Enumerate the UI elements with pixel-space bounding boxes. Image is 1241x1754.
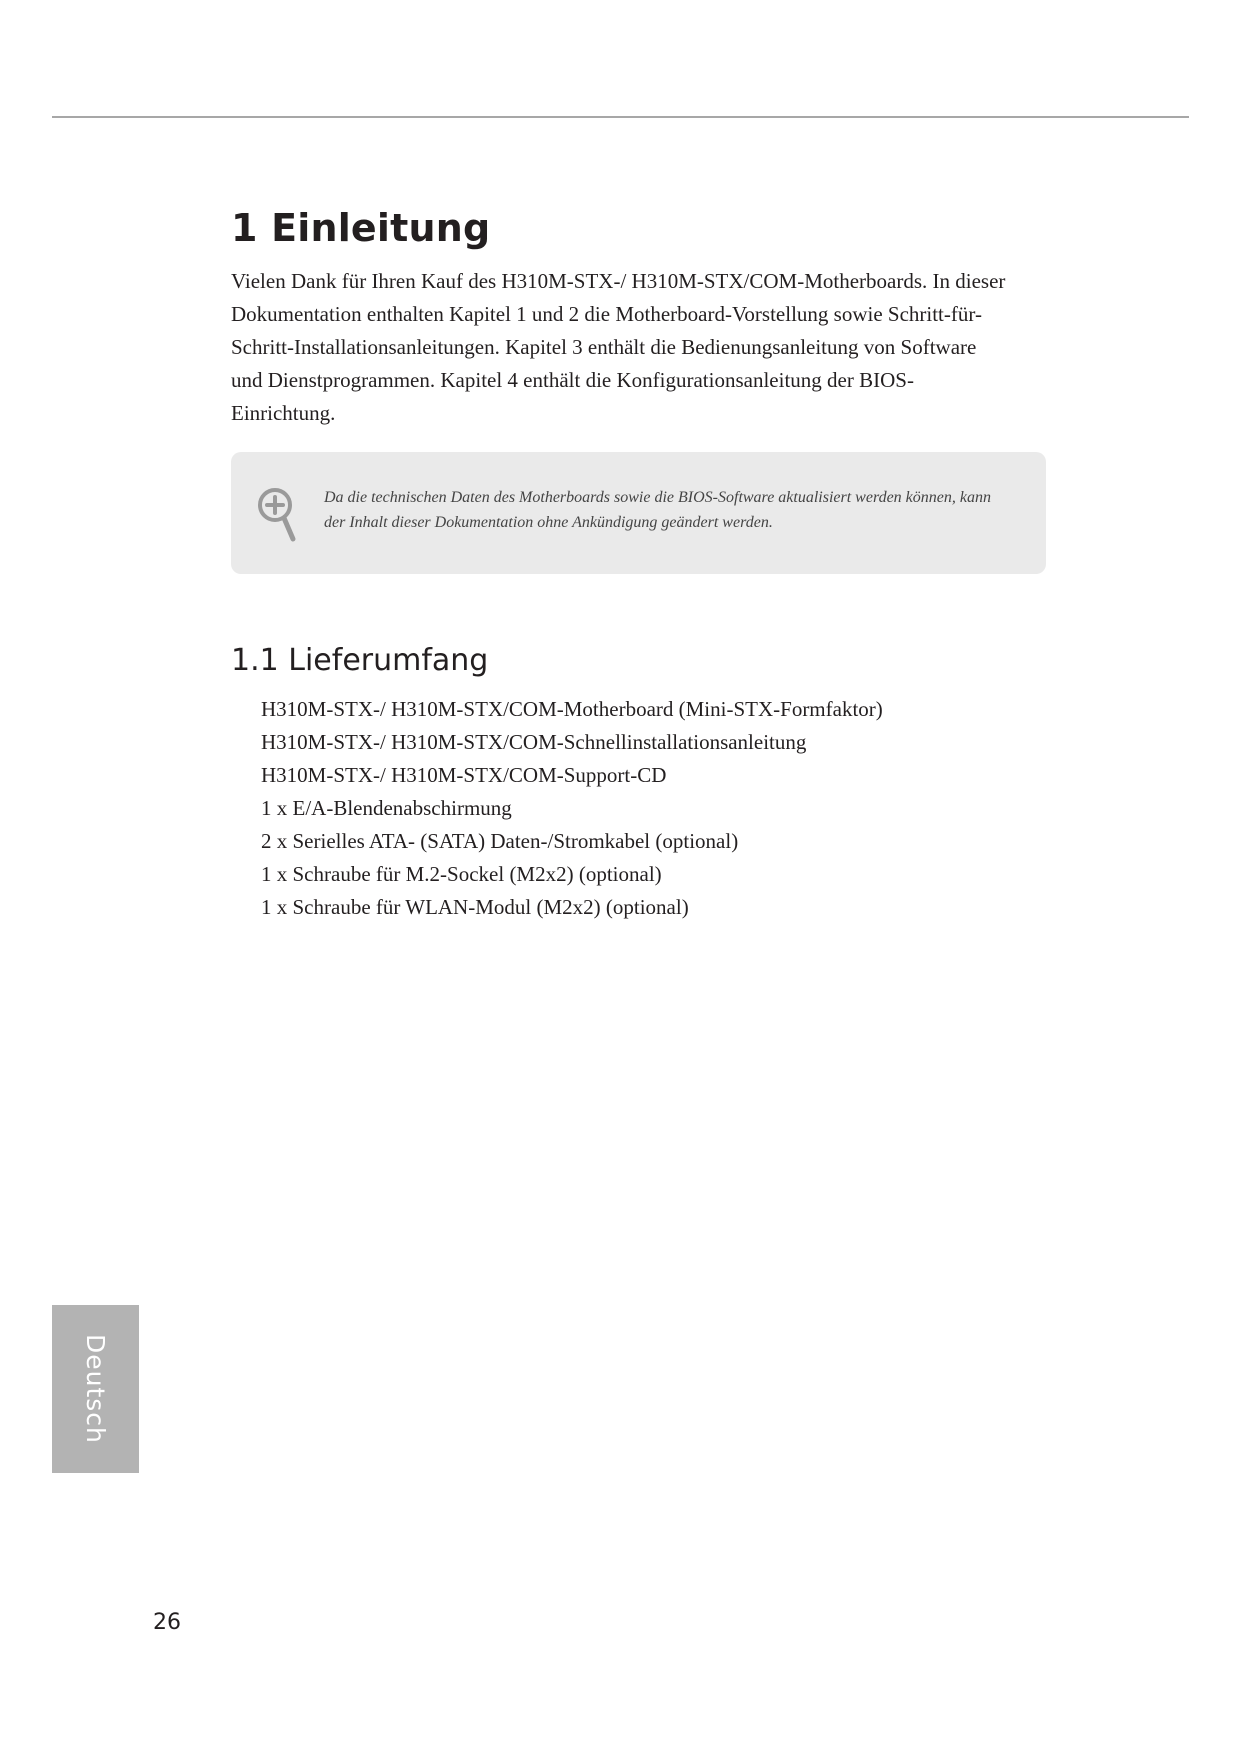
list-item: 1 x Schraube für WLAN-Modul (M2x2) (optional) — [261, 895, 689, 919]
list-item: 1 x E/A-Blendenabschirmung — [261, 796, 512, 820]
section-title: 1.1 Lieferumfang — [231, 643, 489, 678]
list-item: 2 x Serielles ATA- (SATA) Daten-/Stromkabel (optional) — [261, 829, 739, 853]
note-text: Da die technischen Daten des Motherboards sowie die BIOS-Software aktualisiert werden können, kann der Inhalt dieser Dokumentation ohne Ankündigung geändert werden. — [324, 489, 991, 531]
package-contents-list — [261, 693, 883, 924]
list-item: H310M-STX-/ H310M-STX/COM-Motherboard (Mini-STX-Formfaktor) — [261, 697, 883, 721]
magnifier-plus-icon — [255, 485, 303, 547]
top-rule — [52, 116, 1189, 118]
chapter-title: 1 Einleitung — [231, 206, 491, 250]
list-item: 1 x Schraube für M.2-Sockel (M2x2) (optional) — [261, 862, 662, 886]
list-item: H310M-STX-/ H310M-STX/COM-Support-CD — [261, 763, 667, 787]
page-number: 26 — [153, 1610, 181, 1635]
chapter-content — [231, 205, 1051, 430]
language-tab — [52, 1305, 139, 1473]
note-box — [231, 452, 1046, 574]
list-item: H310M-STX-/ H310M-STX/COM-Schnellinstallationsanleitung — [261, 730, 807, 754]
intro-paragraph: Vielen Dank für Ihren Kauf des H310M-STX-/ H310M-STX/COM-Motherboards. In dieser Dokumentation enthalten Kapitel 1 und 2 die Motherboard-Vorstellung sowie Schritt-für-Schritt-Installationsanleitungen. Kapitel 3 enthält die Bedienungsanleitung von Software und Dienstprogrammen. Kapitel 4 enthält die Konfigurationsanleitung der BIOS-Einrichtung. — [231, 269, 1006, 425]
language-label: Deutsch — [81, 1334, 110, 1444]
